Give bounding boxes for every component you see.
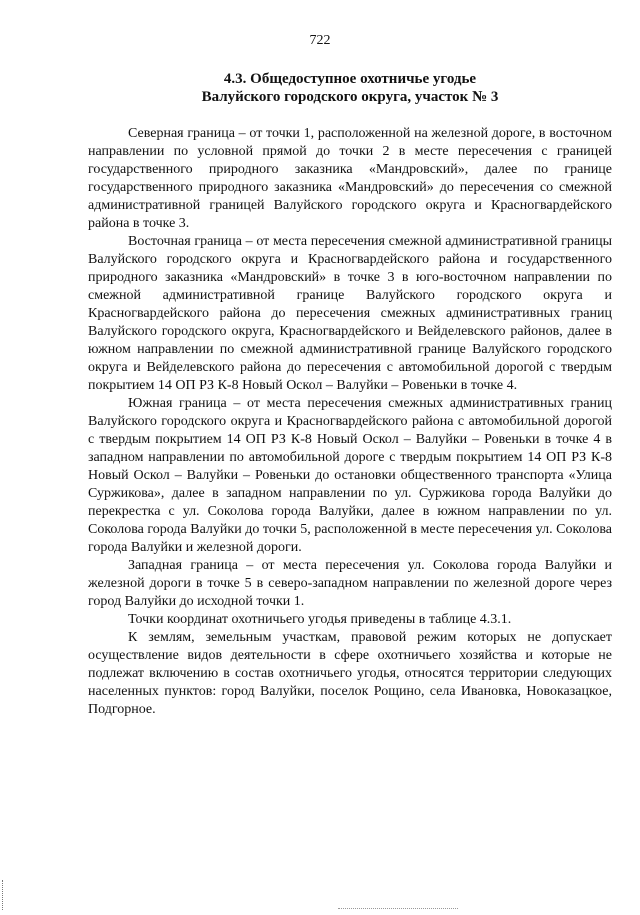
- scan-dotted-artifact: [338, 908, 458, 909]
- paragraph-eastern-border: Восточная граница – от места пересечения смежной административной границы Валуйского городского округа и Красногвардейского района и государственного природного заказника «Мандровский» в точке 3 в юго-восточном направлении по смежной административной границе Валуйского городского округа и Красногвардейского района до пересечения смежных административных границ Валуйского городского округа, Красногвардейского и Вейделевского районов, далее в южном направлении по смежной административной границе Валуйского городского округа и Вейделевского района до пересечения с автомобильной дорогой с твердым покрытием 14 ОП РЗ К-8 Новый Оскол – Валуйки – Ровеньки в точке 4.: [88, 234, 612, 393]
- page-number: 722: [309, 33, 331, 48]
- paragraph-western-border: Западная граница – от места пересечения ул. Соколова города Валуйки и железной дороги в точке 5 в северо-западном направлении по железной дороге через город Валуйки до исходной точки 1.: [88, 558, 612, 609]
- body-text: [88, 125, 612, 719]
- scan-edge-mark: [2, 880, 5, 910]
- section-heading-line-1: 4.3. Общедоступное охотничье угодье: [223, 71, 477, 87]
- section-heading-line-2: Валуйского городского округа, участок № 3: [201, 89, 499, 105]
- paragraph-excluded-lands: К землям, земельным участкам, правовой режим которых не допускает осуществление видов деятельности в сфере охотничьего хозяйства и которые не подлежат включению в состав охотничьего угодья, относятся территории следующих населенных пунктов: город Валуйки, поселок Рощино, села Ивановка, Новоказацкое, Подгорное.: [88, 630, 612, 717]
- paragraph-northern-border: Северная граница – от точки 1, расположенной на железной дороге, в восточном направлении по условной прямой до точки 2 в месте пересечения с границей государственного природного заказника «Мандровский», далее по границе государственного природного заказника «Мандровский» до пересечения со смежной административной границей Валуйского городского округа и Красногвардейского района в точке 3.: [88, 126, 612, 231]
- section-heading: [88, 70, 612, 106]
- paragraph-southern-border: Южная граница – от места пересечения смежных административных границ Валуйского городского округа и Красногвардейского района с автомобильной дорогой с твердым покрытием 14 ОП РЗ К-8 Новый Оскол – Валуйки – Ровеньки в точке 4 в западном направлении по автомобильной дороге с твердым покрытием 14 ОП РЗ К-8 Новый Оскол – Валуйки – Ровеньки до остановки общественного транспорта «Улица Суржикова», далее в западном направлении по ул. Суржикова города Валуйки до перекрестка с ул. Соколова города Валуйки, далее в южном направлении по ул. Соколова города Валуйки до точки 5, расположенной в месте пересечения ул. Соколова города Валуйки и железной дороги.: [88, 396, 612, 555]
- paragraph-coordinates-reference: Точки координат охотничьего угодья приведены в таблице 4.3.1.: [128, 612, 512, 627]
